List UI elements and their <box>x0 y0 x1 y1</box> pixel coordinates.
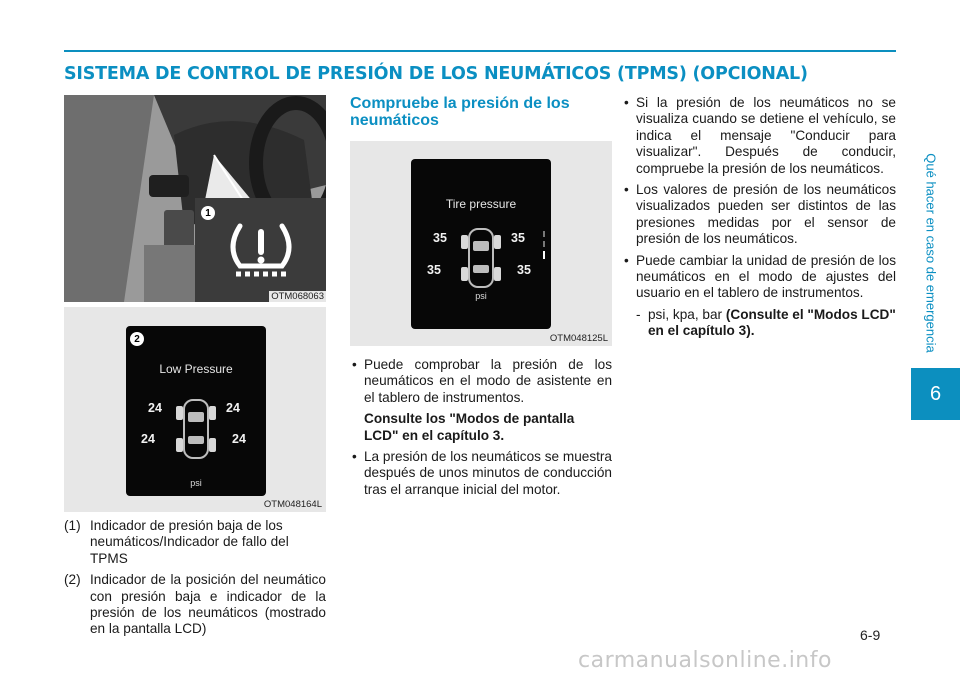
tire-value-front-right: 35 <box>511 231 525 245</box>
tire-value-rear-right: 24 <box>232 432 246 446</box>
list-item: • Si la presión de los neumáticos no se visualiza cuando se detiene el vehículo, se indica el mensaje "Conducir para visualizar". Después de conducir, compruebe la presión de los neumáticos. <box>622 95 896 177</box>
dashboard-figure <box>64 95 326 302</box>
list-item: • Los valores de presión de los neumáticos visualizados pueden ser distintos de las presiones medidas por el sensor de presión de los neumáticos. <box>622 182 896 248</box>
chapter-side-label <box>922 138 940 368</box>
figure-code: OTM048125L <box>549 333 608 344</box>
chapter-number-tab[interactable]: 6 <box>911 368 960 420</box>
subheading: Compruebe la presión de los neumáticos <box>350 95 570 129</box>
car-top-view-icon <box>174 396 218 462</box>
tire-pressure-figure <box>350 141 612 346</box>
middle-column-text <box>350 357 612 503</box>
callout-badge-2: 2 <box>130 332 144 346</box>
list-subitem: - psi, kpa, bar (Consulte el "Modos LCD" en el capítulo 3). <box>636 306 896 339</box>
watermark: carmanualsonline.info <box>578 648 832 673</box>
left-column-text <box>64 518 326 643</box>
tire-value-front-right: 24 <box>226 401 240 415</box>
pressure-unit: psi <box>475 291 487 301</box>
list-item: • La presión de los neumáticos se muestra después de unos minutos de conducción tras el arranque inicial del motor. <box>350 449 612 498</box>
chapter-reference: Consulte los "Modos de pantalla LCD" en el capítulo 3. <box>364 411 575 443</box>
low-pressure-screen <box>126 326 266 496</box>
chapter-label-text: Qué hacer en caso de emergencia <box>923 153 939 353</box>
header-rule <box>64 50 896 52</box>
tire-value-front-left: 24 <box>148 401 162 415</box>
screen-title: Tire pressure <box>445 197 517 211</box>
figure-code: OTM048164L <box>263 499 322 510</box>
tire-value-rear-left: 24 <box>141 432 155 446</box>
scroll-indicator-icon <box>543 231 547 271</box>
pressure-unit: psi <box>190 478 202 488</box>
list-item: • Puede comprobar la presión de los neumáticos en el modo de asistente en el tablero de instrumentos. <box>350 357 612 406</box>
list-item: (1) Indicador de presión baja de los neumáticos/Indicador de fallo del TPMS <box>64 518 289 566</box>
tire-value-rear-right: 35 <box>517 263 531 277</box>
section-title: SISTEMA DE CONTROL DE PRESIÓN DE LOS NEUMÁTICOS (TPMS) (OPCIONAL) <box>64 64 808 84</box>
figure-code: OTM068063 <box>271 291 324 302</box>
list-item: (2) Indicador de la posición del neumático con presión baja e indicador de la presión de los neumáticos (mostrado en la pantalla LCD) <box>64 572 326 637</box>
callout-badge-1: 1 <box>201 206 215 220</box>
list-item: • Puede cambiar la unidad de presión de los neumáticos en el modo de ajustes del usuario en el tablero de instrumentos. <box>622 253 896 302</box>
right-column-text <box>622 95 896 345</box>
tire-pressure-screen <box>411 159 551 329</box>
tpms-warning-icon <box>226 220 296 280</box>
screen-title: Low Pressure <box>159 362 233 376</box>
page-number: 6-9 <box>860 627 881 643</box>
tire-value-rear-left: 35 <box>427 263 441 277</box>
tire-value-front-left: 35 <box>433 231 447 245</box>
car-top-view-icon <box>459 225 503 291</box>
tpms-warning-box <box>195 198 326 302</box>
low-pressure-figure <box>64 307 326 512</box>
